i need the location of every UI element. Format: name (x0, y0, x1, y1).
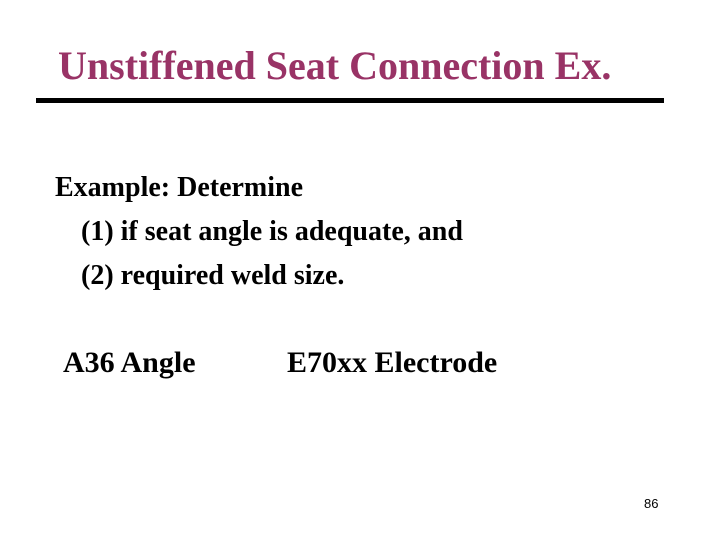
page-number: 86 (644, 496, 659, 511)
electrode-label: E70xx Electrode (287, 346, 498, 379)
body-line-seat-angle: (1) if seat angle is adequate, and (81, 216, 463, 247)
body-line-example: Example: Determine (55, 172, 304, 203)
title-underline (36, 98, 664, 103)
slide-title: Unstiffened Seat Connection Ex. (58, 43, 612, 88)
body-line-weld-size: (2) required weld size. (81, 260, 345, 291)
slide-body (55, 166, 463, 298)
material-label: A36 Angle (63, 346, 196, 379)
